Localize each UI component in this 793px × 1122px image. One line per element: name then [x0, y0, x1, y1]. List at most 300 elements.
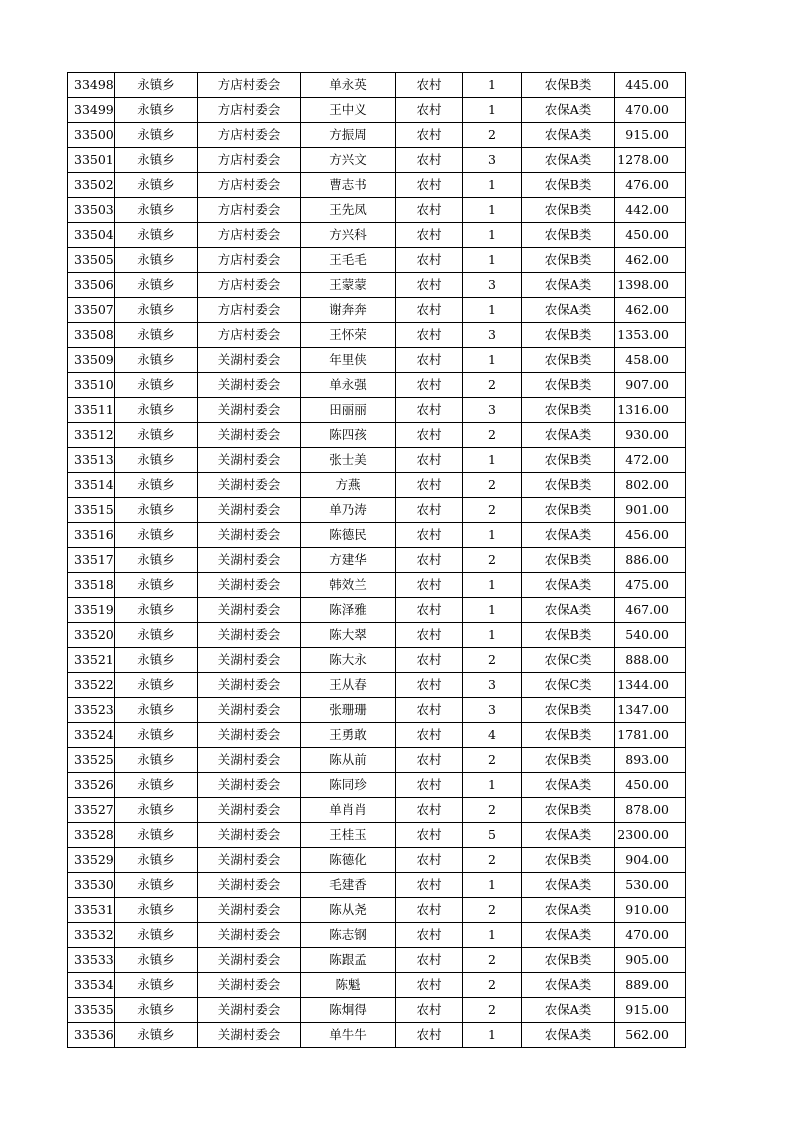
- town-cell: 永镇乡: [115, 923, 198, 948]
- household-type-cell: 农村: [396, 873, 463, 898]
- amount-cell: 1347.00: [615, 698, 686, 723]
- insurance-category-cell: 农保A类: [522, 1023, 615, 1048]
- household-type-cell: 农村: [396, 498, 463, 523]
- town-cell: 永镇乡: [115, 598, 198, 623]
- amount-cell: 450.00: [615, 223, 686, 248]
- table-row: [68, 748, 686, 773]
- village-committee-cell: 方店村委会: [198, 173, 301, 198]
- record-id-cell: 33502: [68, 173, 115, 198]
- village-committee-cell: 关湖村委会: [198, 448, 301, 473]
- village-committee-cell: 方店村委会: [198, 148, 301, 173]
- town-cell: 永镇乡: [115, 973, 198, 998]
- table-row: [68, 723, 686, 748]
- amount-cell: 1344.00: [615, 673, 686, 698]
- person-name-cell: 王怀荣: [301, 323, 396, 348]
- person-name-cell: 陈从前: [301, 748, 396, 773]
- member-count-cell: 1: [463, 173, 522, 198]
- amount-cell: 886.00: [615, 548, 686, 573]
- village-committee-cell: 方店村委会: [198, 223, 301, 248]
- person-name-cell: 单永英: [301, 73, 396, 98]
- person-name-cell: 陈炯得: [301, 998, 396, 1023]
- insurance-category-cell: 农保A类: [522, 973, 615, 998]
- insurance-category-cell: 农保B类: [522, 73, 615, 98]
- member-count-cell: 1: [463, 873, 522, 898]
- amount-cell: 2300.00: [615, 823, 686, 848]
- town-cell: 永镇乡: [115, 123, 198, 148]
- table-row: [68, 123, 686, 148]
- table-row: [68, 673, 686, 698]
- town-cell: 永镇乡: [115, 273, 198, 298]
- village-committee-cell: 关湖村委会: [198, 898, 301, 923]
- amount-cell: 893.00: [615, 748, 686, 773]
- record-id-cell: 33531: [68, 898, 115, 923]
- record-id-cell: 33505: [68, 248, 115, 273]
- village-committee-cell: 关湖村委会: [198, 673, 301, 698]
- insurance-category-cell: 农保A类: [522, 573, 615, 598]
- village-committee-cell: 关湖村委会: [198, 748, 301, 773]
- insurance-category-cell: 农保B类: [522, 723, 615, 748]
- insurance-category-cell: 农保A类: [522, 123, 615, 148]
- amount-cell: 910.00: [615, 898, 686, 923]
- table-row: [68, 423, 686, 448]
- amount-cell: 802.00: [615, 473, 686, 498]
- member-count-cell: 2: [463, 498, 522, 523]
- household-type-cell: 农村: [396, 123, 463, 148]
- person-name-cell: 陈跟孟: [301, 948, 396, 973]
- insurance-category-cell: 农保B类: [522, 223, 615, 248]
- town-cell: 永镇乡: [115, 848, 198, 873]
- insurance-category-cell: 农保B类: [522, 623, 615, 648]
- record-id-cell: 33500: [68, 123, 115, 148]
- insurance-category-cell: 农保C类: [522, 648, 615, 673]
- village-committee-cell: 关湖村委会: [198, 698, 301, 723]
- member-count-cell: 2: [463, 423, 522, 448]
- member-count-cell: 1: [463, 773, 522, 798]
- town-cell: 永镇乡: [115, 773, 198, 798]
- household-type-cell: 农村: [396, 223, 463, 248]
- person-name-cell: 谢奔奔: [301, 298, 396, 323]
- table-row: [68, 598, 686, 623]
- household-type-cell: 农村: [396, 198, 463, 223]
- town-cell: 永镇乡: [115, 173, 198, 198]
- village-committee-cell: 方店村委会: [198, 273, 301, 298]
- town-cell: 永镇乡: [115, 1023, 198, 1048]
- amount-cell: 476.00: [615, 173, 686, 198]
- village-committee-cell: 关湖村委会: [198, 548, 301, 573]
- person-name-cell: 王毛毛: [301, 248, 396, 273]
- table-row: [68, 548, 686, 573]
- member-count-cell: 2: [463, 973, 522, 998]
- household-type-cell: 农村: [396, 773, 463, 798]
- household-type-cell: 农村: [396, 423, 463, 448]
- person-name-cell: 曹志书: [301, 173, 396, 198]
- amount-cell: 458.00: [615, 348, 686, 373]
- village-committee-cell: 关湖村委会: [198, 773, 301, 798]
- town-cell: 永镇乡: [115, 473, 198, 498]
- insurance-category-cell: 农保C类: [522, 673, 615, 698]
- insurance-category-cell: 农保B类: [522, 948, 615, 973]
- member-count-cell: 1: [463, 298, 522, 323]
- record-id-cell: 33535: [68, 998, 115, 1023]
- person-name-cell: 陈同珍: [301, 773, 396, 798]
- member-count-cell: 1: [463, 248, 522, 273]
- amount-cell: 462.00: [615, 248, 686, 273]
- household-type-cell: 农村: [396, 598, 463, 623]
- insurance-category-cell: 农保B类: [522, 348, 615, 373]
- record-id-cell: 33529: [68, 848, 115, 873]
- town-cell: 永镇乡: [115, 248, 198, 273]
- table-row: [68, 1023, 686, 1048]
- table-row: [68, 323, 686, 348]
- member-count-cell: 2: [463, 473, 522, 498]
- amount-cell: 901.00: [615, 498, 686, 523]
- town-cell: 永镇乡: [115, 73, 198, 98]
- household-type-cell: 农村: [396, 748, 463, 773]
- amount-cell: 467.00: [615, 598, 686, 623]
- person-name-cell: 陈泽雅: [301, 598, 396, 623]
- household-type-cell: 农村: [396, 548, 463, 573]
- insurance-category-cell: 农保A类: [522, 898, 615, 923]
- amount-cell: 1316.00: [615, 398, 686, 423]
- insurance-category-cell: 农保B类: [522, 798, 615, 823]
- household-type-cell: 农村: [396, 573, 463, 598]
- insurance-category-cell: 农保A类: [522, 98, 615, 123]
- table-row: [68, 898, 686, 923]
- household-type-cell: 农村: [396, 448, 463, 473]
- person-name-cell: 单肖肖: [301, 798, 396, 823]
- town-cell: 永镇乡: [115, 423, 198, 448]
- person-name-cell: 张士美: [301, 448, 396, 473]
- table-row: [68, 798, 686, 823]
- record-id-cell: 33499: [68, 98, 115, 123]
- village-committee-cell: 关湖村委会: [198, 348, 301, 373]
- member-count-cell: 1: [463, 523, 522, 548]
- insurance-category-cell: 农保A类: [522, 998, 615, 1023]
- insurance-category-cell: 农保A类: [522, 148, 615, 173]
- member-count-cell: 2: [463, 898, 522, 923]
- person-name-cell: 田丽丽: [301, 398, 396, 423]
- insurance-category-cell: 农保B类: [522, 698, 615, 723]
- insurance-category-cell: 农保B类: [522, 448, 615, 473]
- person-name-cell: 陈大翠: [301, 623, 396, 648]
- village-committee-cell: 方店村委会: [198, 123, 301, 148]
- record-id-cell: 33525: [68, 748, 115, 773]
- table-row: [68, 473, 686, 498]
- amount-cell: 470.00: [615, 98, 686, 123]
- town-cell: 永镇乡: [115, 673, 198, 698]
- household-type-cell: 农村: [396, 298, 463, 323]
- table-row: [68, 948, 686, 973]
- record-id-cell: 33521: [68, 648, 115, 673]
- village-committee-cell: 方店村委会: [198, 98, 301, 123]
- table-row: [68, 648, 686, 673]
- insurance-category-cell: 农保B类: [522, 548, 615, 573]
- town-cell: 永镇乡: [115, 648, 198, 673]
- town-cell: 永镇乡: [115, 873, 198, 898]
- member-count-cell: 1: [463, 448, 522, 473]
- member-count-cell: 2: [463, 648, 522, 673]
- table-row: [68, 298, 686, 323]
- table-row: [68, 223, 686, 248]
- town-cell: 永镇乡: [115, 998, 198, 1023]
- record-id-cell: 33526: [68, 773, 115, 798]
- village-committee-cell: 关湖村委会: [198, 523, 301, 548]
- person-name-cell: 陈德民: [301, 523, 396, 548]
- data-table: [67, 72, 686, 1048]
- person-name-cell: 单牛牛: [301, 1023, 396, 1048]
- member-count-cell: 1: [463, 623, 522, 648]
- amount-cell: 450.00: [615, 773, 686, 798]
- household-type-cell: 农村: [396, 723, 463, 748]
- insurance-category-cell: 农保B类: [522, 473, 615, 498]
- village-committee-cell: 关湖村委会: [198, 973, 301, 998]
- amount-cell: 915.00: [615, 123, 686, 148]
- person-name-cell: 王先凤: [301, 198, 396, 223]
- record-id-cell: 33523: [68, 698, 115, 723]
- person-name-cell: 韩效兰: [301, 573, 396, 598]
- household-type-cell: 农村: [396, 698, 463, 723]
- table-row: [68, 573, 686, 598]
- village-committee-cell: 关湖村委会: [198, 398, 301, 423]
- record-id-cell: 33532: [68, 923, 115, 948]
- town-cell: 永镇乡: [115, 723, 198, 748]
- village-committee-cell: 关湖村委会: [198, 948, 301, 973]
- amount-cell: 540.00: [615, 623, 686, 648]
- household-type-cell: 农村: [396, 973, 463, 998]
- record-id-cell: 33534: [68, 973, 115, 998]
- record-id-cell: 33503: [68, 198, 115, 223]
- record-id-cell: 33527: [68, 798, 115, 823]
- town-cell: 永镇乡: [115, 748, 198, 773]
- village-committee-cell: 关湖村委会: [198, 1023, 301, 1048]
- member-count-cell: 2: [463, 848, 522, 873]
- person-name-cell: 年里侠: [301, 348, 396, 373]
- household-type-cell: 农村: [396, 398, 463, 423]
- insurance-category-cell: 农保A类: [522, 598, 615, 623]
- person-name-cell: 单乃涛: [301, 498, 396, 523]
- amount-cell: 930.00: [615, 423, 686, 448]
- village-committee-cell: 关湖村委会: [198, 923, 301, 948]
- amount-cell: 1278.00: [615, 148, 686, 173]
- table-row: [68, 498, 686, 523]
- town-cell: 永镇乡: [115, 498, 198, 523]
- member-count-cell: 1: [463, 923, 522, 948]
- amount-cell: 905.00: [615, 948, 686, 973]
- person-name-cell: 陈从尧: [301, 898, 396, 923]
- amount-cell: 456.00: [615, 523, 686, 548]
- table-row: [68, 248, 686, 273]
- town-cell: 永镇乡: [115, 798, 198, 823]
- insurance-category-cell: 农保B类: [522, 848, 615, 873]
- member-count-cell: 1: [463, 73, 522, 98]
- insurance-category-cell: 农保B类: [522, 398, 615, 423]
- town-cell: 永镇乡: [115, 823, 198, 848]
- town-cell: 永镇乡: [115, 373, 198, 398]
- person-name-cell: 王桂玉: [301, 823, 396, 848]
- record-id-cell: 33518: [68, 573, 115, 598]
- record-id-cell: 33512: [68, 423, 115, 448]
- insurance-category-cell: 农保B类: [522, 498, 615, 523]
- insurance-category-cell: 农保B类: [522, 248, 615, 273]
- town-cell: 永镇乡: [115, 398, 198, 423]
- person-name-cell: 方建华: [301, 548, 396, 573]
- table-row: [68, 998, 686, 1023]
- record-id-cell: 33509: [68, 348, 115, 373]
- town-cell: 永镇乡: [115, 548, 198, 573]
- household-type-cell: 农村: [396, 248, 463, 273]
- record-id-cell: 33522: [68, 673, 115, 698]
- amount-cell: 562.00: [615, 1023, 686, 1048]
- town-cell: 永镇乡: [115, 698, 198, 723]
- town-cell: 永镇乡: [115, 323, 198, 348]
- town-cell: 永镇乡: [115, 148, 198, 173]
- insurance-category-cell: 农保A类: [522, 773, 615, 798]
- person-name-cell: 方兴科: [301, 223, 396, 248]
- household-type-cell: 农村: [396, 998, 463, 1023]
- village-committee-cell: 方店村委会: [198, 298, 301, 323]
- record-id-cell: 33528: [68, 823, 115, 848]
- insurance-category-cell: 农保B类: [522, 373, 615, 398]
- amount-cell: 472.00: [615, 448, 686, 473]
- person-name-cell: 方兴文: [301, 148, 396, 173]
- amount-cell: 475.00: [615, 573, 686, 598]
- table-row: [68, 848, 686, 873]
- table-row: [68, 973, 686, 998]
- record-id-cell: 33508: [68, 323, 115, 348]
- town-cell: 永镇乡: [115, 198, 198, 223]
- table-row: [68, 198, 686, 223]
- member-count-cell: 2: [463, 748, 522, 773]
- town-cell: 永镇乡: [115, 948, 198, 973]
- amount-cell: 442.00: [615, 198, 686, 223]
- person-name-cell: 毛建香: [301, 873, 396, 898]
- table-row: [68, 398, 686, 423]
- table-row: [68, 773, 686, 798]
- table-row: [68, 923, 686, 948]
- record-id-cell: 33519: [68, 598, 115, 623]
- member-count-cell: 2: [463, 798, 522, 823]
- record-id-cell: 33515: [68, 498, 115, 523]
- record-id-cell: 33517: [68, 548, 115, 573]
- household-type-cell: 农村: [396, 798, 463, 823]
- town-cell: 永镇乡: [115, 298, 198, 323]
- household-type-cell: 农村: [396, 148, 463, 173]
- household-type-cell: 农村: [396, 1023, 463, 1048]
- record-id-cell: 33513: [68, 448, 115, 473]
- village-committee-cell: 方店村委会: [198, 198, 301, 223]
- member-count-cell: 2: [463, 373, 522, 398]
- household-type-cell: 农村: [396, 373, 463, 398]
- table-row: [68, 623, 686, 648]
- amount-cell: 904.00: [615, 848, 686, 873]
- amount-cell: 889.00: [615, 973, 686, 998]
- member-count-cell: 2: [463, 948, 522, 973]
- village-committee-cell: 关湖村委会: [198, 873, 301, 898]
- member-count-cell: 1: [463, 198, 522, 223]
- household-type-cell: 农村: [396, 473, 463, 498]
- amount-cell: 445.00: [615, 73, 686, 98]
- member-count-cell: 3: [463, 398, 522, 423]
- household-type-cell: 农村: [396, 923, 463, 948]
- amount-cell: 462.00: [615, 298, 686, 323]
- amount-cell: 888.00: [615, 648, 686, 673]
- amount-cell: 915.00: [615, 998, 686, 1023]
- town-cell: 永镇乡: [115, 448, 198, 473]
- household-type-cell: 农村: [396, 523, 463, 548]
- person-name-cell: 陈德化: [301, 848, 396, 873]
- household-type-cell: 农村: [396, 823, 463, 848]
- amount-cell: 878.00: [615, 798, 686, 823]
- amount-cell: 470.00: [615, 923, 686, 948]
- insurance-category-cell: 农保B类: [522, 173, 615, 198]
- household-type-cell: 农村: [396, 73, 463, 98]
- record-id-cell: 33520: [68, 623, 115, 648]
- record-id-cell: 33504: [68, 223, 115, 248]
- household-type-cell: 农村: [396, 173, 463, 198]
- village-committee-cell: 关湖村委会: [198, 498, 301, 523]
- household-type-cell: 农村: [396, 323, 463, 348]
- table-row: [68, 873, 686, 898]
- member-count-cell: 3: [463, 148, 522, 173]
- member-count-cell: 1: [463, 573, 522, 598]
- insurance-category-cell: 农保A类: [522, 923, 615, 948]
- member-count-cell: 2: [463, 998, 522, 1023]
- town-cell: 永镇乡: [115, 898, 198, 923]
- table-row: [68, 823, 686, 848]
- amount-cell: 530.00: [615, 873, 686, 898]
- village-committee-cell: 关湖村委会: [198, 648, 301, 673]
- table-row: [68, 523, 686, 548]
- village-committee-cell: 关湖村委会: [198, 573, 301, 598]
- record-id-cell: 33511: [68, 398, 115, 423]
- member-count-cell: 3: [463, 273, 522, 298]
- village-committee-cell: 关湖村委会: [198, 623, 301, 648]
- record-id-cell: 33510: [68, 373, 115, 398]
- insurance-category-cell: 农保B类: [522, 323, 615, 348]
- record-id-cell: 33507: [68, 298, 115, 323]
- town-cell: 永镇乡: [115, 223, 198, 248]
- table-row: [68, 373, 686, 398]
- person-name-cell: 方振周: [301, 123, 396, 148]
- table-row: [68, 73, 686, 98]
- member-count-cell: 1: [463, 348, 522, 373]
- insurance-category-cell: 农保A类: [522, 873, 615, 898]
- member-count-cell: 1: [463, 98, 522, 123]
- table-row: [68, 98, 686, 123]
- village-committee-cell: 方店村委会: [198, 248, 301, 273]
- village-committee-cell: 关湖村委会: [198, 798, 301, 823]
- member-count-cell: 1: [463, 598, 522, 623]
- person-name-cell: 王勇敢: [301, 723, 396, 748]
- village-committee-cell: 方店村委会: [198, 323, 301, 348]
- insurance-category-cell: 农保B类: [522, 198, 615, 223]
- member-count-cell: 2: [463, 548, 522, 573]
- person-name-cell: 陈大永: [301, 648, 396, 673]
- person-name-cell: 单永强: [301, 373, 396, 398]
- household-type-cell: 农村: [396, 273, 463, 298]
- record-id-cell: 33498: [68, 73, 115, 98]
- household-type-cell: 农村: [396, 848, 463, 873]
- village-committee-cell: 关湖村委会: [198, 998, 301, 1023]
- person-name-cell: 陈四孩: [301, 423, 396, 448]
- table-row: [68, 698, 686, 723]
- person-name-cell: 王蒙蒙: [301, 273, 396, 298]
- amount-cell: 1781.00: [615, 723, 686, 748]
- household-type-cell: 农村: [396, 348, 463, 373]
- insurance-category-cell: 农保A类: [522, 823, 615, 848]
- town-cell: 永镇乡: [115, 623, 198, 648]
- town-cell: 永镇乡: [115, 523, 198, 548]
